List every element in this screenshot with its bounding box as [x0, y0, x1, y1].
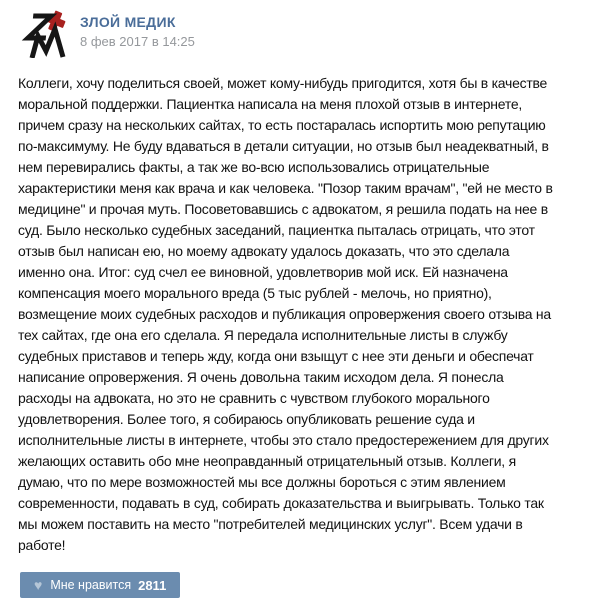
post-text-line: Коллеги, хочу поделиться своей, может кому-нибудь пригодится, хотя бы в качестве: [18, 75, 548, 91]
post-text-line: отзыв был написан ею, но моему адвокату удалось доказать, что это сделала: [18, 243, 510, 259]
post-text-line: написание опровержения. Я очень довольна таким исходом дела. Я понесла: [18, 369, 504, 385]
post-text-line: суд. Было несколько судебных заседаний, пациентка пыталась отрицать, что этот: [18, 222, 535, 238]
post-text-line: медицине" и прочая муть. Посоветовавшись с адвокатом, я решила подать на нее в: [18, 201, 548, 217]
author-block: [80, 8, 195, 58]
like-count: 2811: [138, 577, 167, 593]
post-text-line: по-максимуму. Не буду вдаваться в детали ситуации, но отзыв был неадекватный, в: [18, 138, 549, 154]
post-text: [18, 73, 596, 556]
post-text-line: тех сайтах, где она его сделала. Я передала исполнительные листы в службу: [18, 327, 508, 343]
post-text-line: работе!: [18, 537, 66, 553]
post-text-line: исполнительные листы в интернете, чтобы это стало предостережением для других: [18, 432, 549, 448]
post-text-line: мы можем поставить на место "потребителей медицинских услуг". Всем удачи в: [18, 516, 523, 532]
post-text-line: современности, подавать в суд, собирать доказательства и выигрывать. Только так: [18, 495, 544, 511]
post-text-line: удовлетворения. Более того, я собираюсь опубликовать решение суда и: [18, 411, 475, 427]
zm-logo-icon: [18, 8, 68, 58]
author-link[interactable]: ЗЛОЙ МЕДИК: [80, 14, 176, 30]
post-text-line: судебных приставов и теперь жду, когда они взыщут с нее эти деньги и обеспечат: [18, 348, 534, 364]
post-text-line: моральной поддержки. Пациентка написала на меня плохой отзыв в интернете,: [18, 96, 523, 112]
post-header: [18, 8, 195, 58]
heart-icon: ♥: [34, 577, 43, 593]
post-text-line: нем перевирались факты, а так же во-всю использовались отрицательные: [18, 159, 490, 175]
post-text-line: желающих оставить обо мне неоправданный отрицательный отзыв. Коллеги, я: [18, 453, 516, 469]
like-label: Мне нравится: [50, 578, 132, 592]
post-timestamp[interactable]: 8 фев 2017 в 14:25: [80, 34, 195, 49]
post-text-line: думаю, что по мере возможностей мы все должны бороться с этим явлением: [18, 474, 506, 490]
post-text-line: именно она. Итог: суд счел ее виновной, удовлетворив мой иск. Ей назначена: [18, 264, 508, 280]
post-text-line: компенсация моего морального вреда (5 тыс рублей - мелочь, но приятно),: [18, 285, 492, 301]
post-text-line: характеристики меня как врача и как человека. "Позор таким врачам", "ей не место в: [18, 180, 553, 196]
like-button[interactable]: [20, 572, 180, 598]
post-text-line: возмещение моих судебных расходов и публикация опровержения своего отзыва на: [18, 306, 551, 322]
post-text-line: причем сразу на нескольких сайтах, то есть постаралась испортить мою репутацию: [18, 117, 546, 133]
avatar[interactable]: [18, 8, 68, 58]
post-text-line: расходы на адвоката, но это не сравнить с чувством глубокого морального: [18, 390, 490, 406]
